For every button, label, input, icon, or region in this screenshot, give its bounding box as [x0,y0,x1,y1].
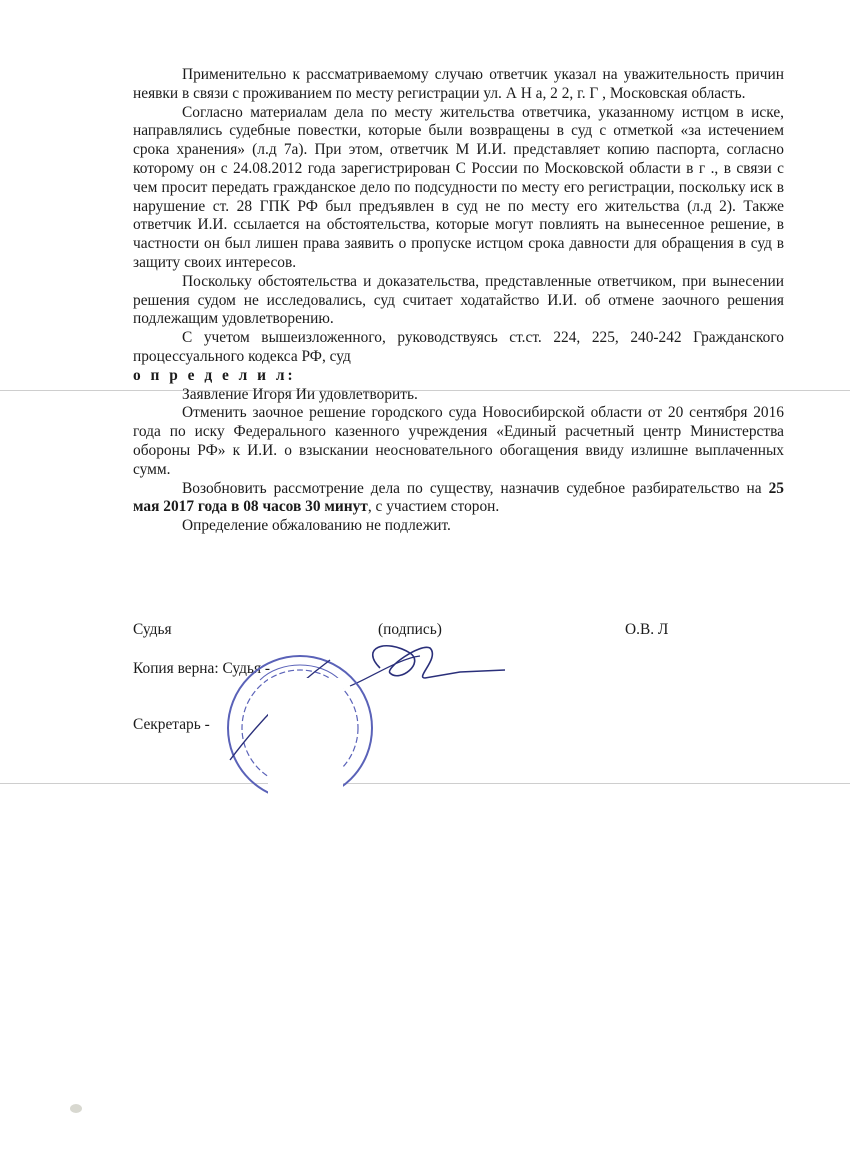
redaction-block [268,678,343,810]
secretary-label: Секретарь - [133,716,210,733]
paragraph-2: Согласно материалам дела по месту жительства ответчика, указанному истцом в иске, направлялись судебные повестки, которые были возвращены в суд с отметкой «за истечением срока хранения» (л.д 7а). При этом, ответчик М И.И. представляет копию паспорта, согласно которому он с 24.08.2012 года зарегистрирован С России по Московской области в г ., в связи с чем просит передать гражданское дело по подсудности по месту его регистрации, поскольку иск в нарушение ст. 28 ГПК РФ был предъявлен в суд не по месту его жительства (л.д 2). Также ответчик И.И. ссылается на обстоятельства, которые могут повлиять на вынесенное решение, в частности он был лишен права заявить о пропуске истцом срока давности для обращения в суд в защиту своих интересов. [133,103,784,271]
paragraph-4: С учетом вышеизложенного, руководствуясь ст.ст. 224, 225, 240-242 Гражданского процессуального кодекса РФ, суд [133,329,784,365]
resume-after: , с участием сторон. [367,498,500,516]
hearing-date: 25 мая 2017 года в 08 часов 30 минут [133,479,784,516]
resolution-2: Отменить заочное решение городского суда Новосибирской области от 20 сентября 2016 года по иску Федерального казенного учреждения «Единый расчетный центр Министерства обороны РФ» к И.И. о взыскании неосновательного обогащения ввиду излишне выплаченных сумм. [133,404,784,478]
copy-certified-label: Копия верна: Судья - [133,660,270,677]
resume-before: Возобновить рассмотрение дела по существу, назначив судебное разбирательство на [182,479,769,497]
judge-label: Судья [133,621,172,638]
resolution-1: Заявление Игоря Ии удовлетворить. [182,385,418,403]
scan-line [0,783,850,784]
document-body [133,66,784,536]
signed-mark: (подпись) [378,621,442,638]
judge-name: О.В. Л [625,621,669,638]
paragraph-3: Поскольку обстоятельства и доказательства, представленные ответчиком, при вынесении решения судом не исследовались, суд считает ходатайство И.И. об отмене заочного решения подлежащим удовлетворению. [133,272,784,328]
resume-paragraph [133,480,784,518]
final-note: Определение обжалованию не подлежит. [182,517,451,535]
paragraph-1: Применительно к рассматриваемому случаю ответчик указал на уважительность причин неявки в связи с проживанием по месту регистрации ул. А Н а, 2 2, г. Г , Московская область. [133,66,784,102]
scan-speck [70,1104,82,1113]
ruling-heading: о п р е д е л и л: [133,366,296,384]
